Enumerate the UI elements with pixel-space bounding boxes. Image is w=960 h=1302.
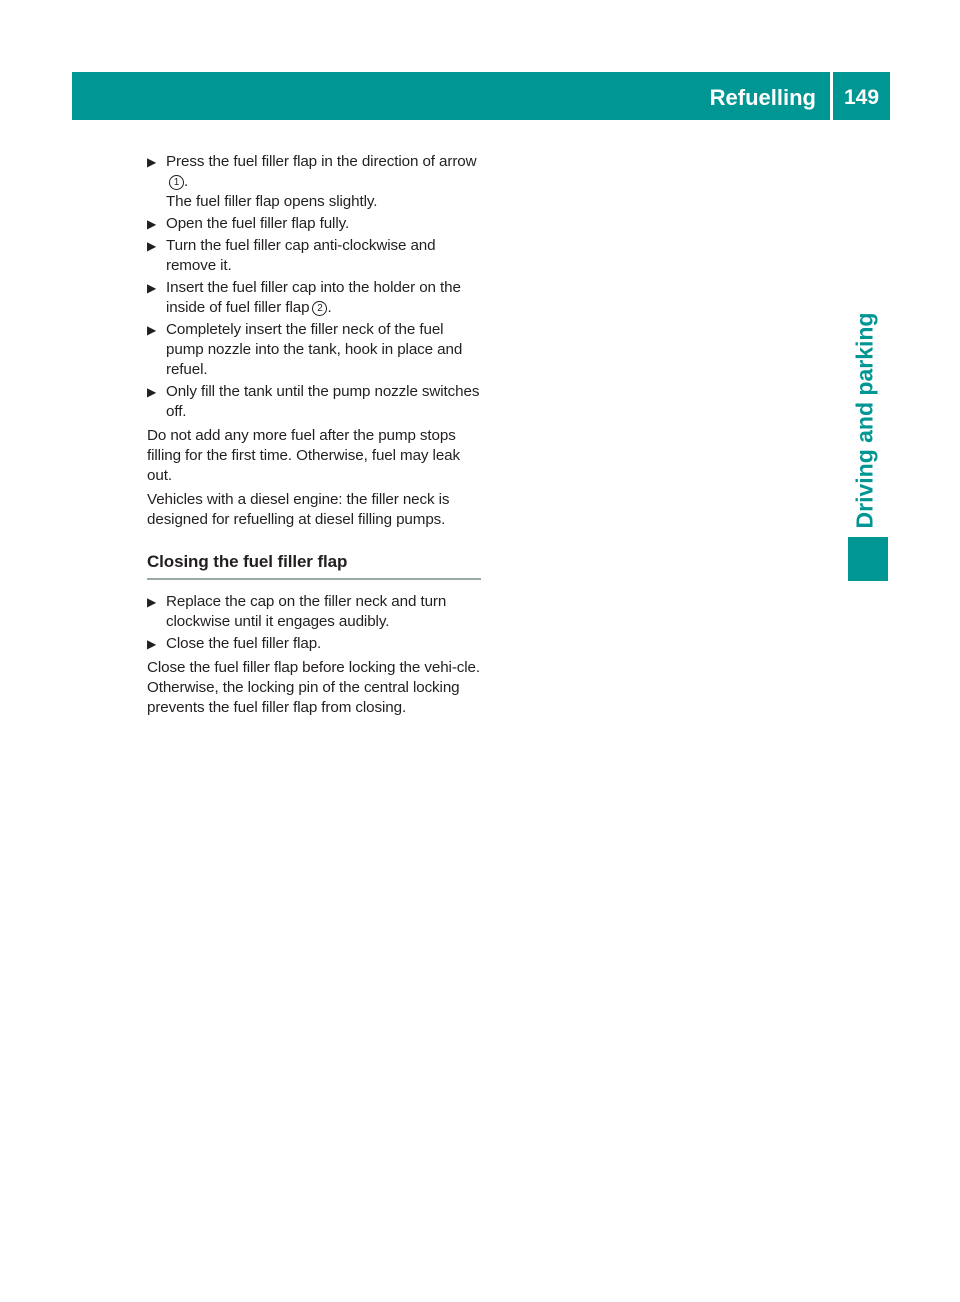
list-item: [147, 152, 481, 212]
list-item: [147, 634, 481, 654]
section-title: Refuelling: [709, 85, 816, 110]
arrow-icon: ▶: [147, 637, 157, 651]
paragraph: Vehicles with a diesel engine: the filler neck is designed for refuelling at diesel filling pumps.: [147, 491, 450, 528]
section-heading: Closing the fuel filler flap: [147, 552, 481, 580]
arrow-icon: ▶: [147, 239, 157, 253]
step-text: Open the fuel filler flap fully.: [166, 215, 350, 232]
arrow-icon: ▶: [147, 155, 157, 169]
step-punct: .: [327, 299, 332, 316]
notes-closing: [147, 658, 481, 718]
step-text: Close the fuel filler flap.: [166, 635, 322, 652]
list-item: [147, 320, 481, 380]
paragraph: Do not add any more fuel after the pump stops filling for the first time. Otherwise, fuel may leak out.: [147, 427, 461, 484]
step-text: Only fill the tank until the pump nozzle switches off.: [166, 383, 480, 420]
arrow-icon: ▶: [147, 281, 157, 295]
step-result: The fuel filler flap opens slightly.: [166, 193, 378, 210]
instruction-list: [147, 152, 481, 422]
step-punct: .: [184, 173, 189, 190]
list-item: [147, 278, 481, 318]
side-tab-block: [848, 537, 888, 581]
main-content: [147, 152, 481, 722]
arrow-icon: ▶: [147, 595, 157, 609]
paragraph: Close the fuel filler flap before locking the vehi-cle. Otherwise, the locking pin of the central locking prevents the fuel filler flap from closing.: [147, 659, 481, 716]
list-item: [147, 214, 481, 234]
arrow-icon: ▶: [147, 385, 157, 399]
step-text: Replace the cap on the filler neck and turn clockwise until it engages audibly.: [166, 593, 447, 630]
page-number: 149: [843, 86, 880, 109]
callout-marker: 2: [312, 301, 327, 316]
step-text: Insert the fuel filler cap into the holder on the inside of fuel filler flap: [166, 279, 461, 316]
arrow-icon: ▶: [147, 217, 157, 231]
notes: [147, 426, 481, 530]
list-item: [147, 382, 481, 422]
side-tab: [840, 310, 890, 530]
header-bar: [72, 72, 890, 120]
step-text: Turn the fuel filler cap anti-clockwise and remove it.: [166, 237, 436, 274]
step-text: Completely insert the filler neck of the fuel pump nozzle into the tank, hook in place and refuel.: [166, 321, 463, 378]
arrow-icon: ▶: [147, 323, 157, 337]
callout-marker: 1: [169, 175, 184, 190]
step-text: Press the fuel filler flap in the direction of arrow: [166, 153, 477, 170]
list-item: [147, 236, 481, 276]
instruction-list-closing: [147, 592, 481, 654]
list-item: [147, 592, 481, 632]
side-tab-label: Driving and parking: [851, 312, 878, 528]
